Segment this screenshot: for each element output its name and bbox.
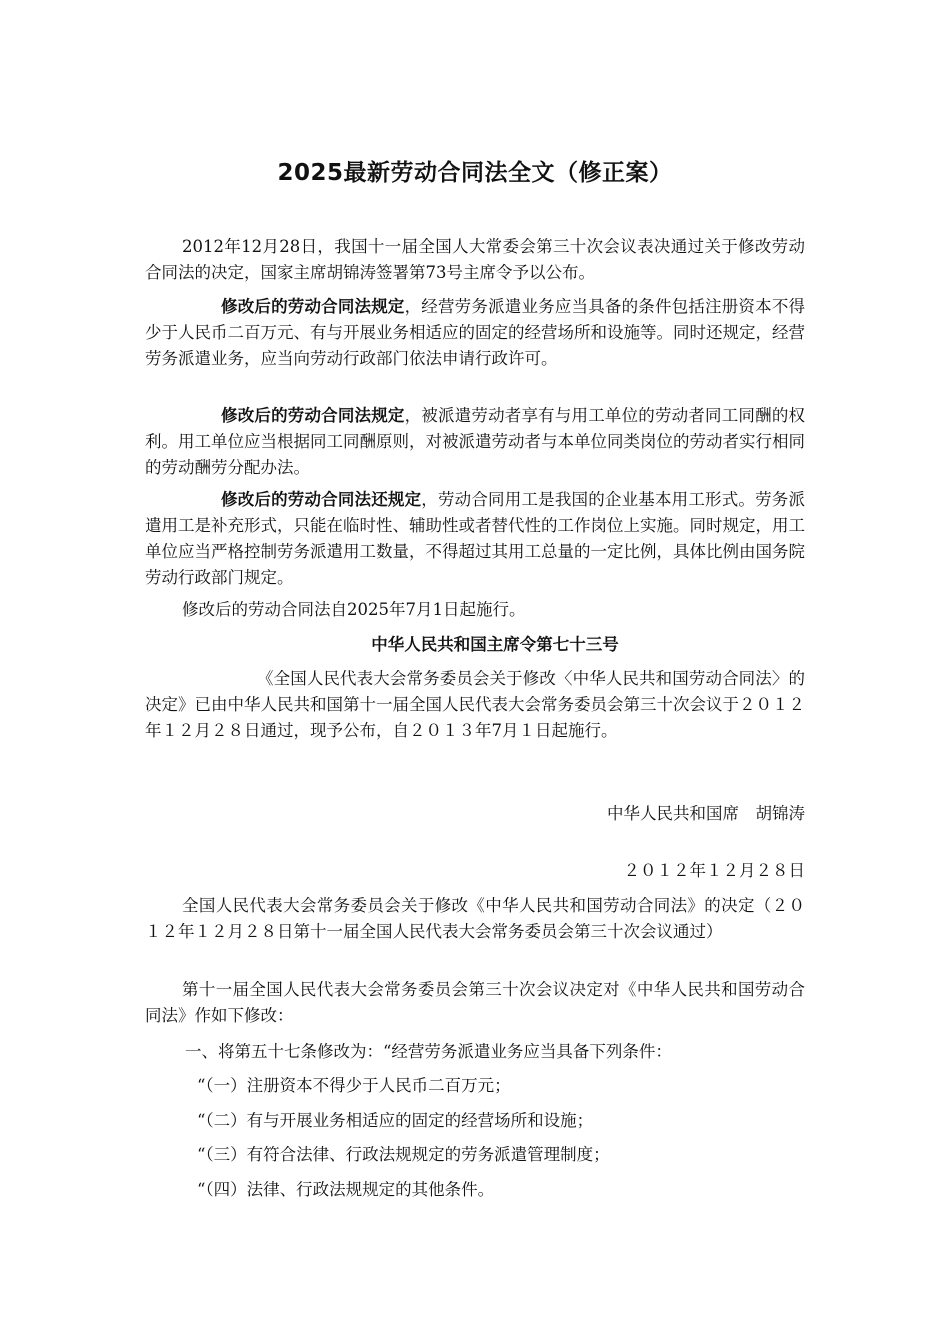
- signature-line: 中华人民共和国席 胡锦涛: [607, 804, 805, 823]
- amendment-sub-item: “（三）有符合法律、行政法规规定的劳务派遣管理制度；: [197, 1145, 610, 1164]
- paragraph-body: ，被派遣劳动者享有与用工单位的劳动者同工同酬的权利。用工单位应当根据同工同酬原则，对被派遣劳动者与本单位同类岗位的劳动者实行相同的劳动酬劳分配办法。: [145, 406, 806, 477]
- paragraph-announcement: 2012年12月28日，我国十一届全国人大常委会第三十次会议表决通过关于修改劳动合同法的决定，国家主席胡锦涛签署第73号主席令予以公布。: [145, 237, 805, 282]
- paragraph-dispatch-conditions: [145, 294, 805, 372]
- amendment-sub-item: “（四）法律、行政法规规定的其他条件。: [197, 1180, 495, 1199]
- paragraph-lead-bold: 修改后的劳动合同法规定: [221, 406, 405, 425]
- paragraph-effective-date: 修改后的劳动合同法自2025年7月1日起施行。: [182, 600, 526, 619]
- paragraph-body: ，经营劳务派遣业务应当具备的条件包括注册资本不得少于人民币二百万元、有与开展业务相适应的固定的经营场所和设施等。同时还规定，经营劳务派遣业务，应当向劳动行政部门依法申请行政许可。: [145, 297, 806, 368]
- paragraph-decision-title: 全国人民代表大会常务委员会关于修改《中华人民共和国劳动合同法》的决定（２０１２年１２月２８日第十一届全国人民代表大会常务委员会第三十次会议通过）: [145, 896, 805, 941]
- paragraph-decision-intro: 第十一届全国人民代表大会常务委员会第三十次会议决定对《中华人民共和国劳动合同法》作如下修改：: [145, 980, 805, 1025]
- document-title: 2025最新劳动合同法全文（修正案）: [277, 160, 673, 186]
- paragraph-employment-form: [145, 487, 805, 591]
- paragraph-equal-pay: [145, 403, 805, 481]
- paragraph-order-text: 《全国人民代表大会常务委员会关于修改〈中华人民共和国劳动合同法〉的决定》已由中华人民共和国第十一届全国人民代表大会常务委员会第三十次会议于２０１２年１２月２８日通过，现予公布，自２０１３年7月１日起施行。: [145, 669, 805, 740]
- amendment-sub-item: “（二）有与开展业务相适应的固定的经营场所和设施；: [197, 1111, 594, 1130]
- order-heading: 中华人民共和国主席令第七十三号: [371, 635, 619, 654]
- signature-date: ２０１２年１２月２８日: [623, 861, 822, 880]
- paragraph-lead-bold: 修改后的劳动合同法规定: [221, 297, 405, 316]
- paragraph-lead-bold: 修改后的劳动合同法还规定: [221, 490, 422, 509]
- amendment-item-1: 一、将第五十七条修改为：“经营劳务派遣业务应当具备下列条件：: [185, 1042, 672, 1061]
- paragraph-body: ，劳动合同用工是我国的企业基本用工形式。劳务派遣用工是补充形式，只能在临时性、辅助性或者替代性的工作岗位上实施。同时规定，用工单位应当严格控制劳务派遣用工数量，不得超过其用工总量的一定比例，具体比例由国务院劳动行政部门规定。: [145, 490, 806, 587]
- amendment-sub-item: “（一）注册资本不得少于人民币二百万元；: [197, 1076, 511, 1095]
